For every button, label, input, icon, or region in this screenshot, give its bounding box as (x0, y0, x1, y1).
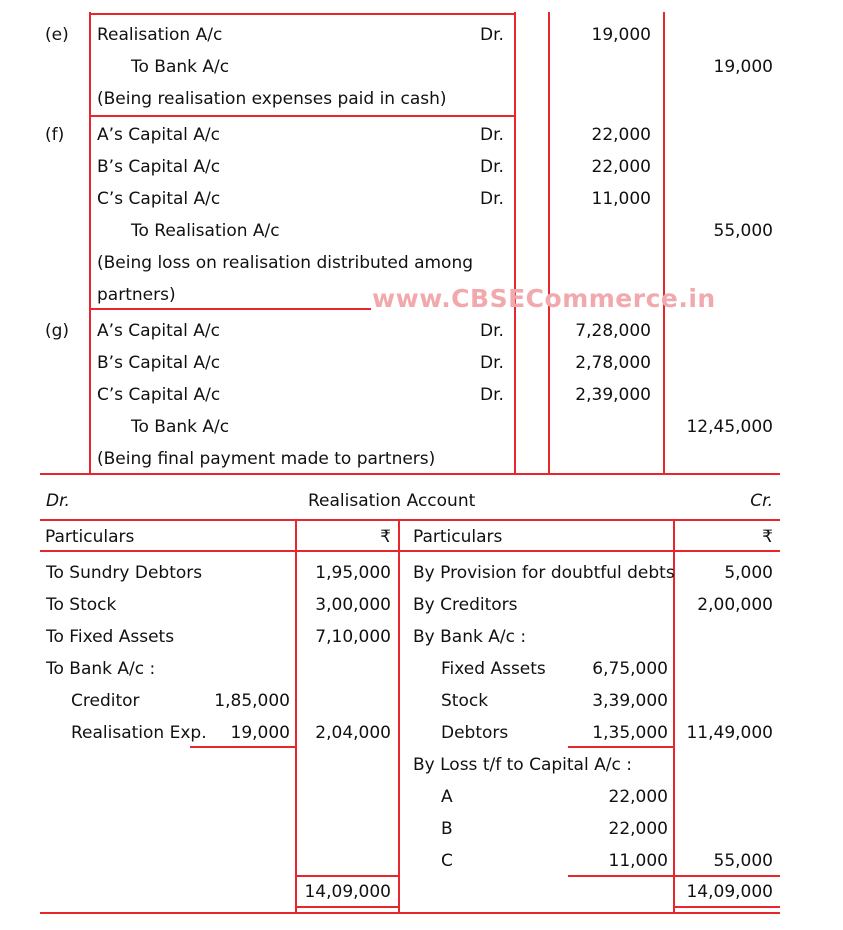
dr-label: Dr. (480, 353, 504, 373)
journal-divider (89, 115, 516, 117)
header-particulars-right: Particulars (413, 527, 503, 547)
cr-subitem: Debtors (441, 723, 509, 743)
total-rule (295, 875, 400, 877)
dr-total: 14,09,000 (304, 882, 391, 902)
cr-heading: Cr. (750, 491, 773, 511)
debit-amount: 2,39,000 (575, 385, 651, 405)
cr-subamount: 22,000 (608, 787, 668, 807)
entry-text: B’s Capital A/c (97, 157, 221, 177)
subtotal-rule (568, 746, 674, 748)
dr-amount: 3,00,000 (315, 595, 391, 615)
dr-label: Dr. (480, 321, 504, 341)
dr-subitem: Creditor (71, 691, 140, 711)
debit-amount: 7,28,000 (575, 321, 651, 341)
entry-narration: partners) (97, 285, 176, 305)
total-rule (295, 906, 400, 908)
dr-item: To Fixed Assets (46, 627, 175, 647)
dr-heading: Dr. (46, 491, 70, 511)
dr-amount: 7,10,000 (315, 627, 391, 647)
journal-divider (89, 308, 371, 310)
cr-subamount: 3,39,000 (592, 691, 668, 711)
table-rule (398, 519, 400, 914)
journal-divider (663, 12, 665, 474)
entry-label: (g) (45, 321, 70, 341)
debit-amount: 22,000 (591, 157, 651, 177)
dr-amount: 2,04,000 (315, 723, 391, 743)
entry-label: (f) (45, 125, 65, 145)
watermark: www.CBSECommerce.in (372, 284, 716, 313)
cr-subitem: A (441, 787, 453, 807)
table-rule (295, 519, 297, 914)
dr-label: Dr. (480, 385, 504, 405)
cr-subitem: Stock (441, 691, 489, 711)
header-rupee-right: ₹ (762, 527, 773, 547)
cr-amount: 5,000 (724, 563, 773, 583)
cr-subitem: Fixed Assets (441, 659, 546, 679)
table-rule (40, 550, 780, 552)
cr-subamount: 22,000 (608, 819, 668, 839)
entry-text: C’s Capital A/c (97, 189, 221, 209)
dr-item: To Sundry Debtors (46, 563, 203, 583)
debit-amount: 22,000 (591, 125, 651, 145)
dr-amount: 1,95,000 (315, 563, 391, 583)
dr-subamount: 19,000 (230, 723, 290, 743)
entry-text: C’s Capital A/c (97, 385, 221, 405)
dr-item: To Stock (46, 595, 117, 615)
cr-subamount: 6,75,000 (592, 659, 668, 679)
entry-text: A’s Capital A/c (97, 321, 221, 341)
debit-amount: 2,78,000 (575, 353, 651, 373)
subtotal-rule (190, 746, 296, 748)
journal-divider (89, 12, 91, 474)
journal-divider (40, 473, 780, 475)
header-rupee-left: ₹ (380, 527, 391, 547)
entry-text: To Realisation A/c (131, 221, 280, 241)
cr-item: By Creditors (413, 595, 518, 615)
debit-amount: 11,000 (591, 189, 651, 209)
cr-item: By Bank A/c : (413, 627, 527, 647)
entry-narration: (Being realisation expenses paid in cash) (97, 89, 447, 109)
credit-amount: 55,000 (713, 221, 773, 241)
dr-subitem: Realisation Exp. (71, 723, 207, 743)
entry-text: Realisation A/c (97, 25, 223, 45)
cr-amount: 2,00,000 (697, 595, 773, 615)
table-bottom-rule (40, 912, 780, 914)
header-particulars-left: Particulars (45, 527, 135, 547)
entry-text: To Bank A/c (131, 417, 230, 437)
total-rule (673, 875, 780, 877)
cr-item: By Provision for doubtful debts (413, 563, 675, 583)
dr-label: Dr. (480, 125, 504, 145)
table-rule (40, 519, 780, 521)
entry-text: A’s Capital A/c (97, 125, 221, 145)
credit-amount: 12,45,000 (686, 417, 773, 437)
cr-item: By Loss t/f to Capital A/c : (413, 755, 632, 775)
dr-label: Dr. (480, 157, 504, 177)
cr-subamount: 1,35,000 (592, 723, 668, 743)
journal-divider (514, 12, 516, 474)
journal-divider (89, 13, 516, 15)
cr-subitem: B (441, 819, 453, 839)
cr-subamount: 11,000 (608, 851, 668, 871)
credit-amount: 19,000 (713, 57, 773, 77)
dr-label: Dr. (480, 189, 504, 209)
entry-text: To Bank A/c (131, 57, 230, 77)
dr-label: Dr. (480, 25, 504, 45)
subtotal-rule (568, 875, 674, 877)
entry-narration: (Being final payment made to partners) (97, 449, 436, 469)
debit-amount: 19,000 (591, 25, 651, 45)
account-title: Realisation Account (308, 491, 476, 511)
dr-item: To Bank A/c : (46, 659, 156, 679)
entry-label: (e) (45, 25, 69, 45)
entry-narration: (Being loss on realisation distributed among (97, 253, 474, 273)
entry-text: B’s Capital A/c (97, 353, 221, 373)
cr-amount: 11,49,000 (686, 723, 773, 743)
dr-subamount: 1,85,000 (214, 691, 290, 711)
journal-divider (548, 12, 550, 474)
cr-amount: 55,000 (713, 851, 773, 871)
cr-total: 14,09,000 (686, 882, 773, 902)
total-rule (673, 906, 780, 908)
cr-subitem: C (441, 851, 453, 871)
